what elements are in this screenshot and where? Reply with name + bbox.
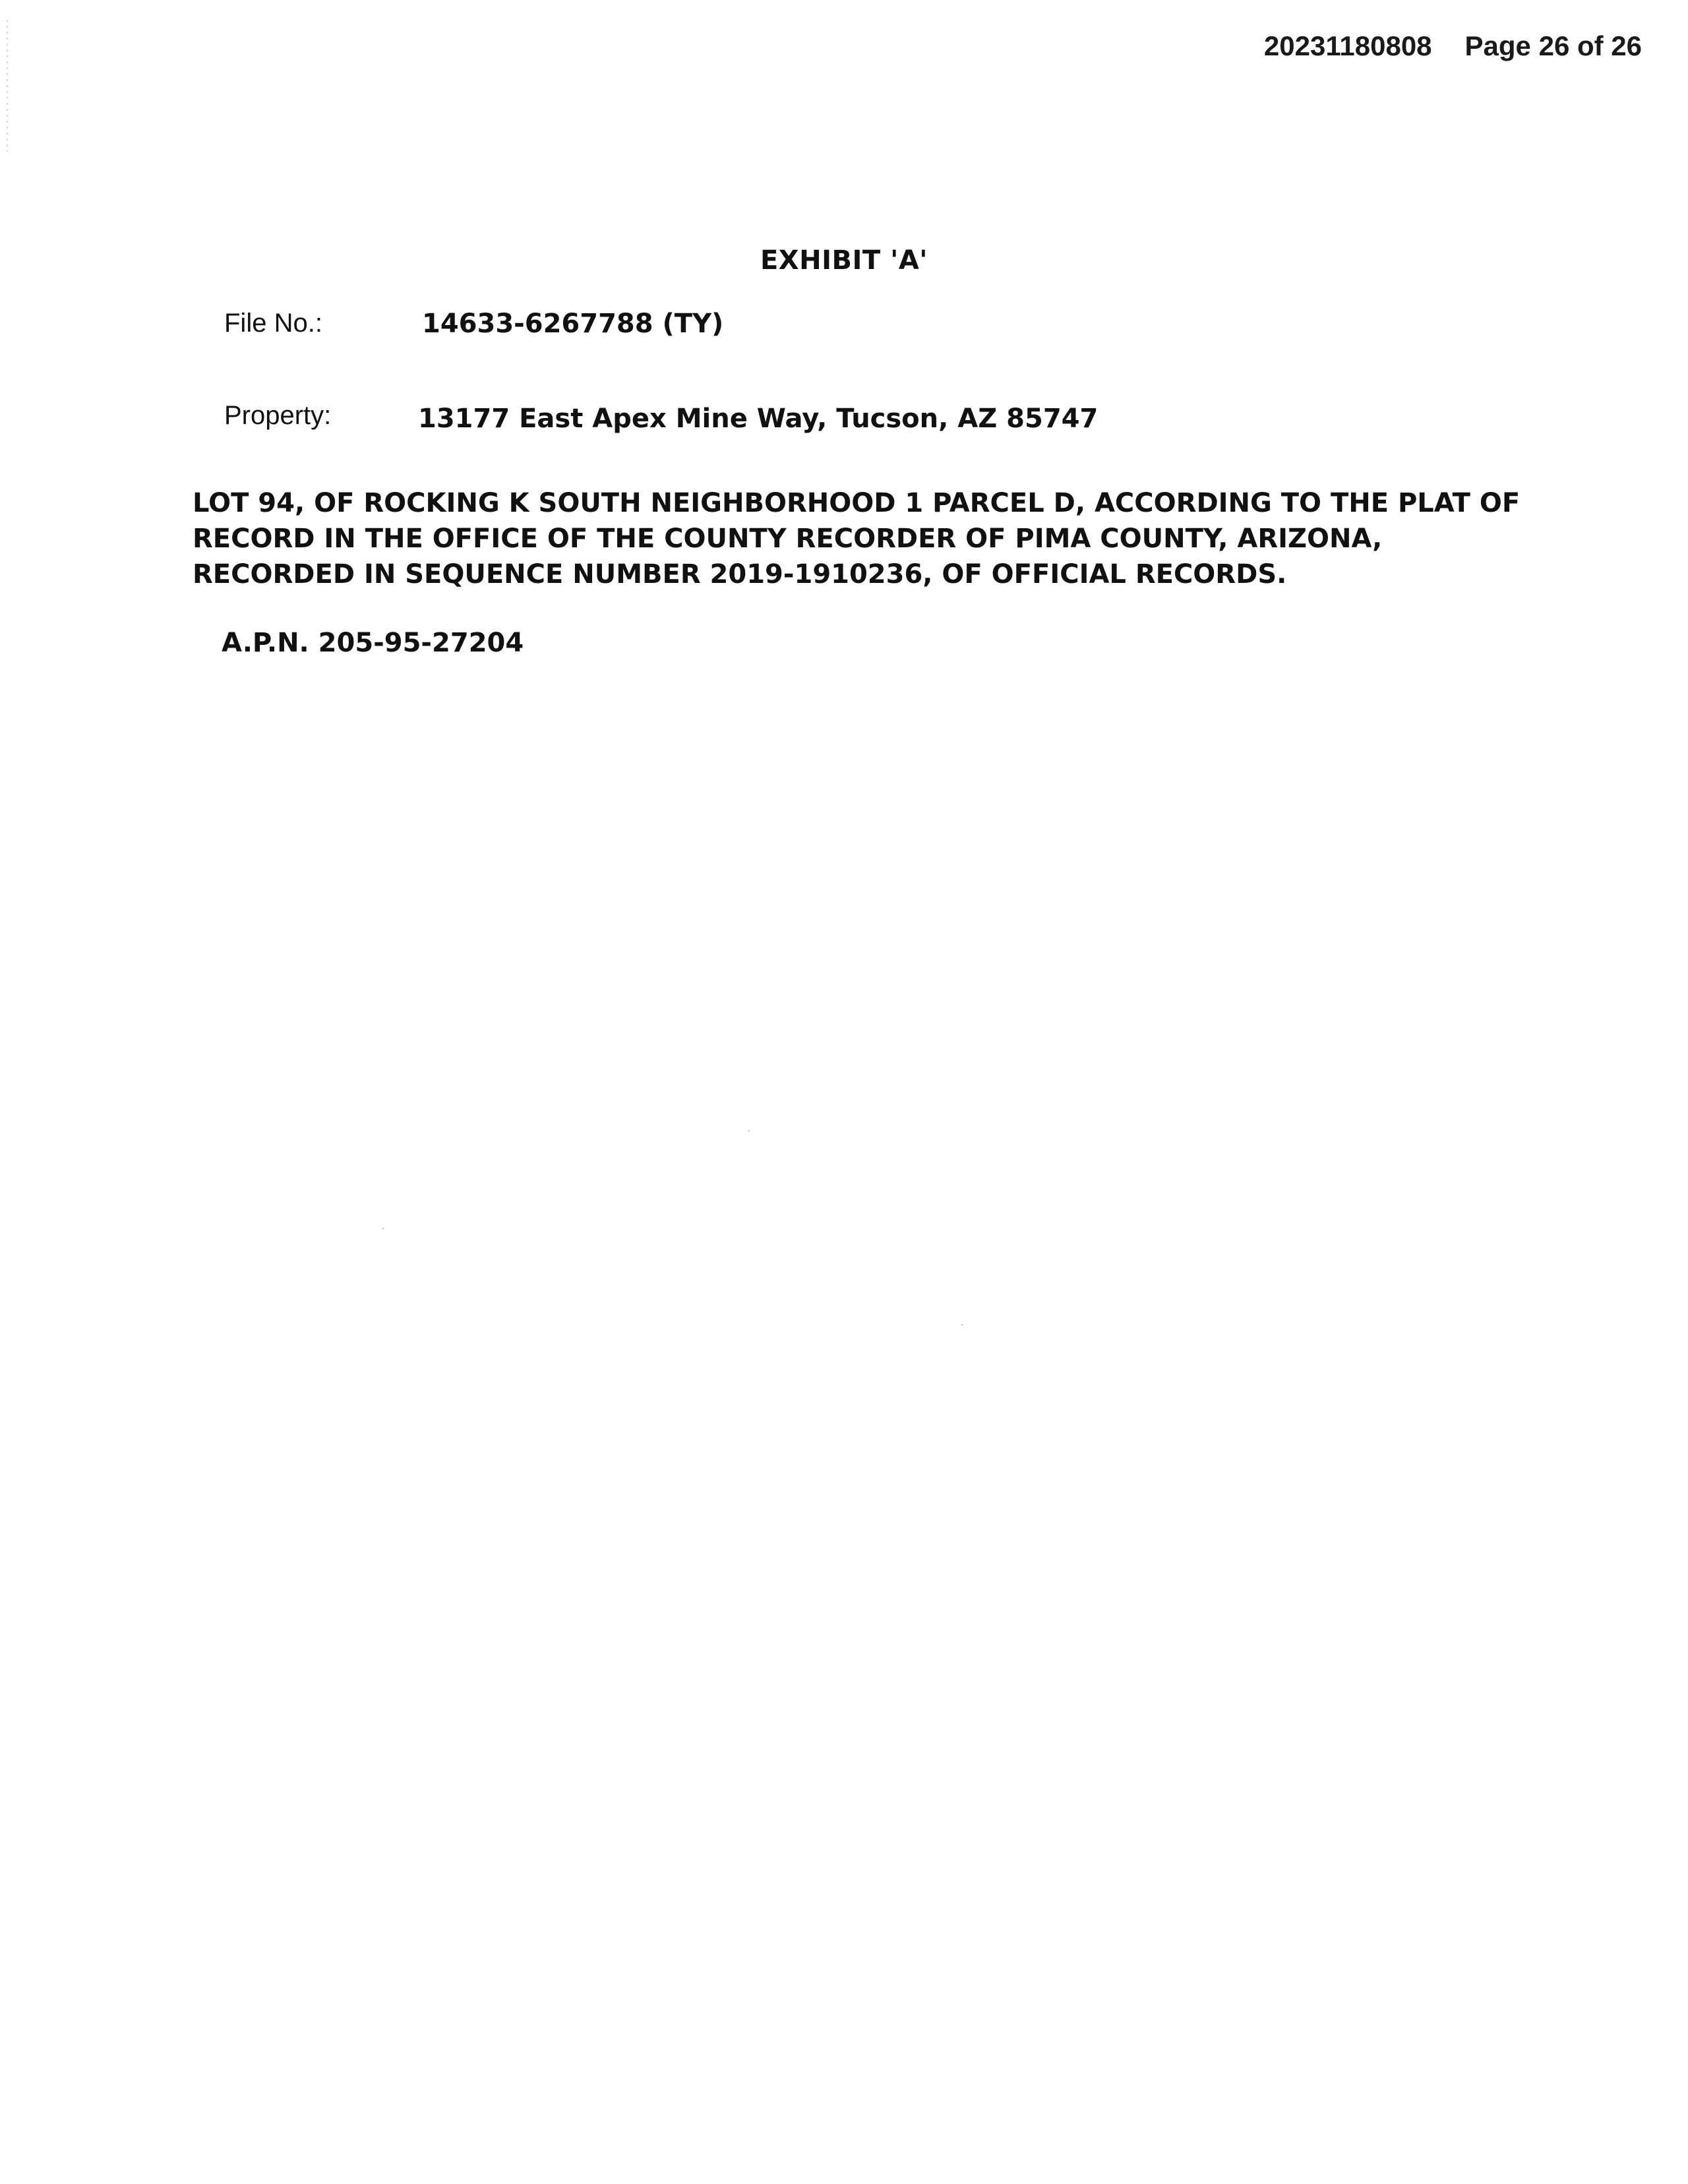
legal-description-line: LOT 94, OF ROCKING K SOUTH NEIGHBORHOOD 1 PARCEL D, ACCORDING TO THE PLAT OF xyxy=(193,488,1521,518)
property-label: Property: xyxy=(224,401,332,430)
page-number: Page 26 of 26 xyxy=(1464,30,1642,61)
legal-description xyxy=(193,485,1520,592)
scan-speck xyxy=(382,1228,384,1229)
scan-speck xyxy=(961,1324,963,1325)
legal-description-line: RECORD IN THE OFFICE OF THE COUNTY RECORDER OF PIMA COUNTY, ARIZONA, xyxy=(193,524,1383,554)
file-number-label: File No.: xyxy=(224,309,322,338)
scan-edge-mark xyxy=(7,20,8,152)
apn-number: A.P.N. 205-95-27204 xyxy=(222,628,524,658)
recording-header xyxy=(1264,30,1642,62)
scan-speck xyxy=(748,1130,750,1132)
recording-number: 20231180808 xyxy=(1263,30,1432,61)
exhibit-title: EXHIBIT 'A' xyxy=(760,245,928,276)
file-number-value: 14633-6267788 (TY) xyxy=(422,309,724,339)
property-address: 13177 East Apex Mine Way, Tucson, AZ 85747 xyxy=(418,404,1099,434)
legal-description-line: RECORDED IN SEQUENCE NUMBER 2019-1910236, OF OFFICIAL RECORDS. xyxy=(193,559,1287,590)
